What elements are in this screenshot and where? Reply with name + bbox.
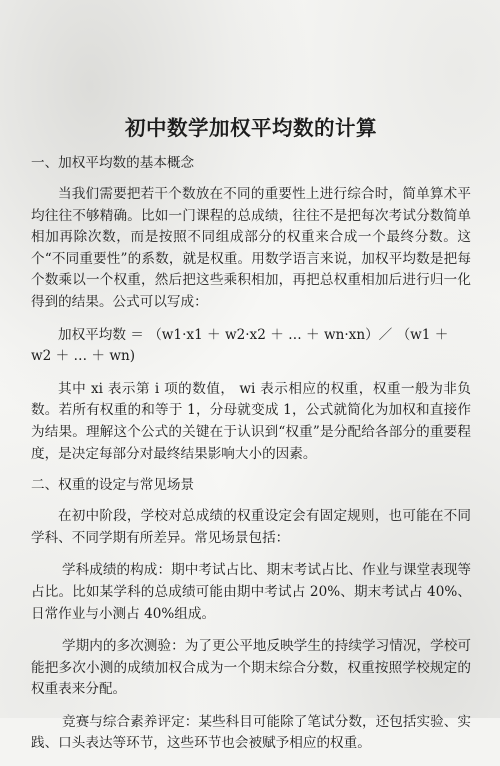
section-heading-1: 一、加权平均数的基本概念	[31, 155, 195, 171]
document-body	[31, 114, 471, 766]
paragraph: 竞赛与综合素养评定：某些科目可能除了笔试分数，还包括实验、实践、口头表达等环节，这些环节也会被赋予相应的权重。	[31, 713, 471, 752]
document-title: 初中数学加权平均数的计算	[125, 116, 377, 140]
paragraph: 在初中阶段，学校对总成绩的权重设定会有固定规则，也可能在不同学科、不同学期有所差异。常见场景包括：	[31, 508, 471, 546]
paragraph: 学科成绩的构成：期中考试占比、期末考试占比、作业与课堂表现等占比。比如某学科的总成绩可能由期中考试占 20%、期末考试占 40%、日常作业与小测占 40%组成。	[31, 562, 471, 622]
section-heading-2: 二、权重的设定与常见场景	[31, 477, 195, 494]
paragraph: 学期内的多次测验：为了更公平地反映学生的持续学习情况，学校可能把多次小测的成绩加权合成为一个期末综合分数，权重按照学校规定的权重表来分配。	[31, 638, 471, 698]
formula: 加权平均数 ＝ （w1·x1 ＋ w2·x2 ＋ … ＋ wn·xn）／ （w1 ＋ w2 ＋ … ＋ wn)	[31, 326, 449, 365]
paragraph: 其中 xi 表示第 i 项的数值， wi 表示相应的权重，权重一般为非负数。若所有权重的和等于 1，分母就变成 1，公式就简化为加权和直接作为结果。理解这个公式的关键在于认识到“权重”是分配给各部分的重要程度，是决定每部分对最终结果影响大小的因素。	[31, 380, 471, 462]
paragraph: 当我们需要把若干个数放在不同的重要性上进行综合时，简单算术平均往往不够精确。比如一门课程的总成绩，往往不是把每次考试分数简单相加再除次数，而是按照不同组成部分的权重来合成一个最终分数。这个“不同重要性”的系数，就是权重。用数学语言来说，加权平均数是把每个数乘以一个权重，然后把这些乘积相加，再把总权重相加后进行归一化得到的结果。公式可以写成：	[31, 186, 471, 310]
